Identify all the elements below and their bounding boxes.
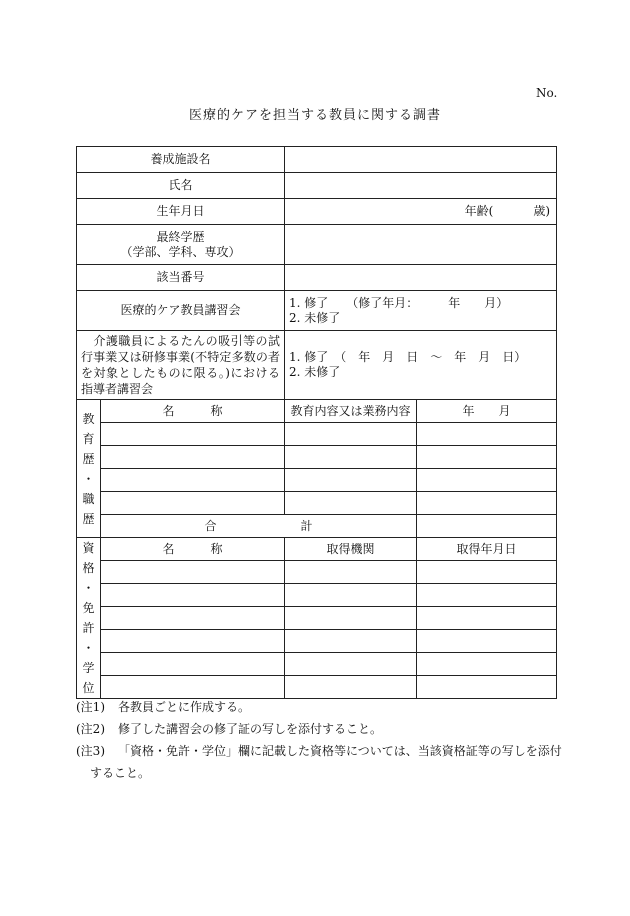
career-content-cell[interactable] (285, 492, 417, 515)
note-item (76, 718, 566, 740)
note-mark: (注2) (76, 722, 105, 736)
career-year-header: 年 月 (417, 400, 557, 423)
license-side-char: ・ (82, 641, 95, 655)
note-item (76, 740, 566, 784)
name-field[interactable] (285, 173, 557, 199)
license-name-header: 名 称 (101, 538, 285, 561)
career-header-row (77, 400, 557, 423)
license-side-char: 格 (82, 561, 95, 575)
career-content-cell[interactable] (285, 469, 417, 492)
license-side-char: 資 (82, 541, 95, 555)
license-name-cell[interactable] (101, 607, 285, 630)
license-side-char: 許 (82, 621, 95, 635)
course-label: 医療的ケア教員講習会 (77, 291, 285, 331)
license-name-cell[interactable] (101, 561, 285, 584)
career-side-label (77, 400, 101, 538)
notes-section (76, 696, 566, 784)
leader-option-not-completed: 2. 未修了 (289, 365, 341, 379)
career-side-char: 育 (82, 431, 95, 446)
career-total-label: 合 計 (101, 515, 417, 538)
survey-form-table (76, 146, 557, 699)
career-year-cell[interactable] (417, 446, 557, 469)
license-row (77, 607, 557, 630)
career-side-char: 教 (82, 411, 95, 426)
career-side-char: 職 (82, 491, 95, 506)
name-label: 氏名 (77, 173, 285, 199)
career-name-cell[interactable] (101, 446, 285, 469)
license-side-char: ・ (82, 581, 95, 595)
education-label-line2: （学部、学科、専攻） (120, 244, 241, 259)
note-text-continued: すること。 (90, 766, 151, 780)
license-org-cell[interactable] (285, 561, 417, 584)
career-year-cell[interactable] (417, 469, 557, 492)
career-row (77, 469, 557, 492)
license-date-cell[interactable] (417, 630, 557, 653)
birth-label: 生年月日 (77, 199, 285, 225)
serial-field[interactable] (285, 265, 557, 291)
education-label (77, 225, 285, 265)
course-option-completed: 1. 修了 （修了年月： 年 月） (289, 295, 509, 310)
serial-label: 該当番号 (77, 265, 285, 291)
facility-field[interactable] (285, 147, 557, 173)
facility-row (77, 147, 557, 173)
page-title: 医療的ケアを担当する教員に関する調書 (188, 108, 441, 123)
facility-label: 養成施設名 (77, 147, 285, 173)
course-option-not-completed: 2. 未修了 (289, 310, 341, 325)
license-name-cell[interactable] (101, 630, 285, 653)
career-year-cell[interactable] (417, 423, 557, 446)
license-side-label (77, 538, 101, 699)
license-org-cell[interactable] (285, 584, 417, 607)
career-name-cell[interactable] (101, 469, 285, 492)
career-side-char: 歴 (82, 511, 95, 526)
birth-row (77, 199, 557, 225)
career-total-field[interactable] (417, 515, 557, 538)
career-row (77, 446, 557, 469)
career-name-header: 名 称 (101, 400, 285, 423)
note-text: 各教員ごとに作成する。 (118, 700, 251, 714)
license-org-cell[interactable] (285, 630, 417, 653)
age-prefix: 年齢( (464, 204, 494, 218)
career-row (77, 492, 557, 515)
license-date-cell[interactable] (417, 653, 557, 676)
note-text: 修了した講習会の修了証の写しを添付すること。 (118, 722, 383, 736)
name-row (77, 173, 557, 199)
document-number-label: No. (536, 86, 558, 100)
license-row (77, 653, 557, 676)
career-year-cell[interactable] (417, 492, 557, 515)
license-name-cell[interactable] (101, 584, 285, 607)
license-header-row (77, 538, 557, 561)
education-row (77, 225, 557, 265)
career-row (77, 423, 557, 446)
note-item (76, 696, 566, 718)
education-field[interactable] (285, 225, 557, 265)
note-text: 「資格・免許・学位」欄に記載した資格等については、当該資格証等の写しを添付 (118, 744, 562, 758)
license-side-char: 位 (82, 681, 95, 695)
license-row (77, 584, 557, 607)
birth-field[interactable] (285, 199, 557, 225)
course-row (77, 291, 557, 331)
license-side-char: 免 (82, 601, 95, 615)
license-org-cell[interactable] (285, 653, 417, 676)
note-mark: (注1) (76, 700, 105, 714)
education-label-line1: 最終学歴 (156, 229, 205, 244)
age-suffix: 歳) (533, 204, 551, 218)
license-side-char: 学 (82, 661, 95, 675)
career-content-cell[interactable] (285, 446, 417, 469)
license-date-header: 取得年月日 (417, 538, 557, 561)
serial-row (77, 265, 557, 291)
note-mark: (注3) (76, 744, 105, 758)
course-field[interactable] (285, 291, 557, 331)
leader-option-completed: 1. 修了 （ 年 月 日 ～ 年 月 日） (289, 350, 527, 364)
leader-course-label: 介護職員によるたんの吸引等の試行事業又は研修事業(不特定多数の者を対象としたものに限る。)における指導者講習会 (77, 331, 285, 400)
license-org-cell[interactable] (285, 607, 417, 630)
license-date-cell[interactable] (417, 561, 557, 584)
career-total-row (77, 515, 557, 538)
license-org-header: 取得機関 (285, 538, 417, 561)
career-side-char: 歴 (82, 451, 95, 466)
leader-course-row (77, 331, 557, 400)
license-date-cell[interactable] (417, 607, 557, 630)
leader-course-field[interactable] (285, 331, 557, 400)
career-content-cell[interactable] (285, 423, 417, 446)
license-date-cell[interactable] (417, 584, 557, 607)
license-name-cell[interactable] (101, 653, 285, 676)
career-name-cell[interactable] (101, 492, 285, 515)
career-content-header: 教育内容又は業務内容 (285, 400, 417, 423)
license-row (77, 561, 557, 584)
career-name-cell[interactable] (101, 423, 285, 446)
career-side-char: ・ (82, 471, 95, 486)
license-row (77, 630, 557, 653)
